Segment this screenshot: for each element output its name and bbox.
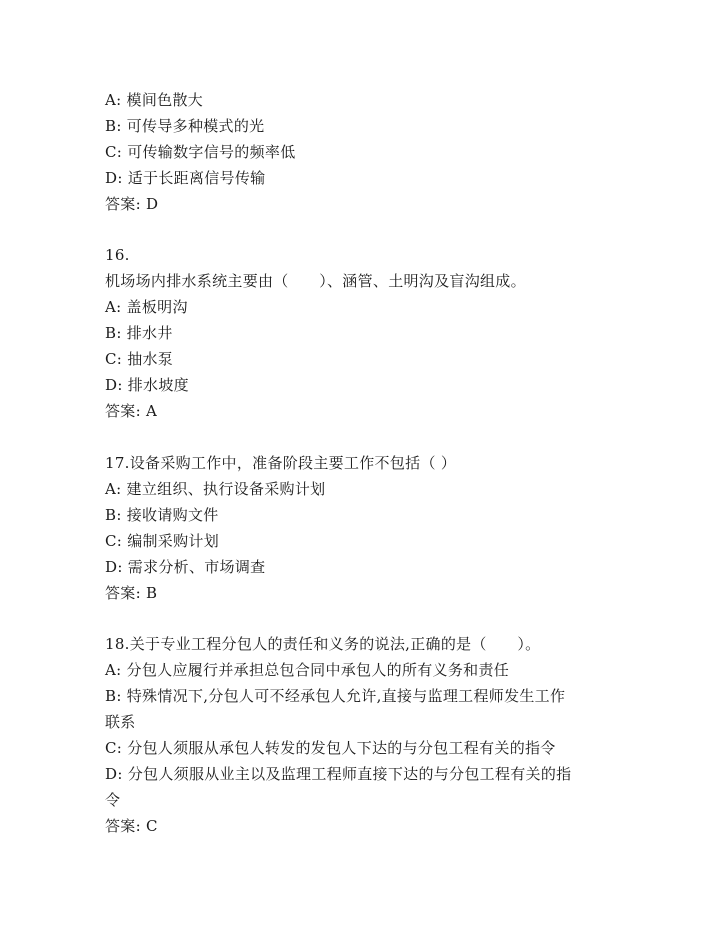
q18-option-a: A: 分包人应履行并承担总包合同中承包人的所有义务和责任 <box>105 661 510 679</box>
q16-option-b: B: 排水井 <box>105 324 173 342</box>
q18-question: 18.关于专业工程分包人的责任和义务的说法,正确的是（ ）。 <box>105 635 541 653</box>
q17-option-d: D: 需求分析、市场调查 <box>105 558 266 576</box>
q17-option-b: B: 接收请购文件 <box>105 506 219 524</box>
q17-option-a: A: 建立组织、执行设备采购计划 <box>105 480 326 498</box>
q15-option-b: B: 可传导多种模式的光 <box>105 117 265 135</box>
q16-option-c: C: 抽水泵 <box>105 350 174 368</box>
q18-option-d-continued: 令 <box>105 791 121 809</box>
q18-option-b: B: 特殊情况下,分包人可不经承包人允许,直接与监理工程师发生工作 <box>105 687 566 705</box>
q16-option-a: A: 盖板明沟 <box>105 298 188 316</box>
q15-option-c: C: 可传输数字信号的频率低 <box>105 143 296 161</box>
q17-option-c: C: 编制采购计划 <box>105 532 219 550</box>
q15-answer: 答案: D <box>105 195 159 213</box>
q18-answer: 答案: C <box>105 817 158 835</box>
q16-question: 机场场内排水系统主要由（ ）、涵管、土明沟及盲沟组成。 <box>105 272 526 290</box>
q17-answer: 答案: B <box>105 584 158 602</box>
q16-option-d: D: 排水坡度 <box>105 376 189 394</box>
q18-option-d: D: 分包人须服从业主以及监理工程师直接下达的与分包工程有关的指 <box>105 765 572 783</box>
q16-number: 16. <box>105 246 130 264</box>
q15-option-a: A: 模间色散大 <box>105 91 204 109</box>
q15-option-d: D: 适于长距离信号传输 <box>105 169 266 187</box>
q16-answer: 答案: A <box>105 402 158 420</box>
q17-question: 17.设备采购工作中，准备阶段主要工作不包括（ ） <box>105 454 457 472</box>
q18-option-c: C: 分包人须服从承包人转发的发包人下达的与分包工程有关的指令 <box>105 739 556 757</box>
q18-option-b-continued: 联系 <box>105 713 136 731</box>
